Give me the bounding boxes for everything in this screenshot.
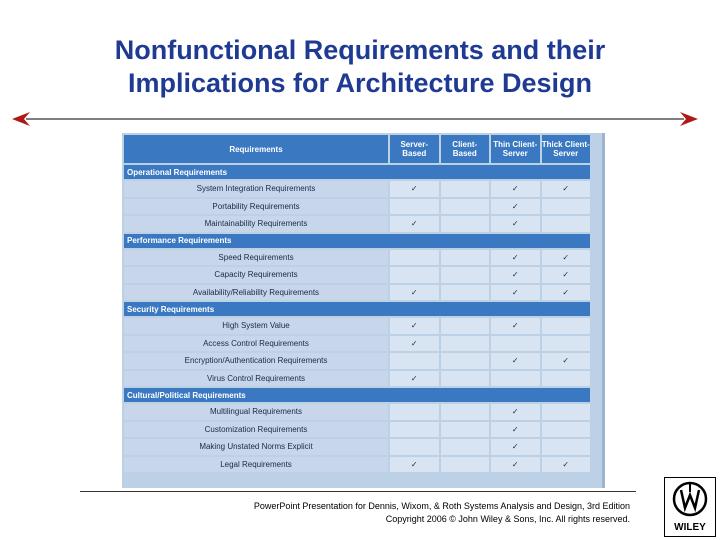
check-icon: ✓ [491, 404, 540, 420]
header-thin-client-server: Thin Client-Server [491, 135, 540, 163]
header-server-based: Server-Based [390, 135, 439, 163]
table-row [124, 404, 590, 420]
title-line-1: Nonfunctional Requirements and their [114, 35, 606, 65]
empty-cell [441, 181, 490, 197]
empty-cell [390, 353, 439, 369]
requirement-label: Legal Requirements [124, 457, 388, 473]
table-header-row [124, 135, 590, 163]
table-row [124, 250, 590, 266]
empty-cell [542, 336, 591, 352]
empty-cell [441, 267, 490, 283]
empty-cell [542, 422, 591, 438]
requirement-label: Access Control Requirements [124, 336, 388, 352]
empty-cell [441, 422, 490, 438]
empty-cell [542, 199, 591, 215]
table-row [124, 371, 590, 387]
requirement-label: Making Unstated Norms Explicit [124, 439, 388, 455]
empty-cell [390, 199, 439, 215]
section-title: Operational Requirements [124, 165, 590, 179]
empty-cell [441, 285, 490, 301]
check-icon: ✓ [542, 285, 591, 301]
requirement-label: Virus Control Requirements [124, 371, 388, 387]
check-icon: ✓ [542, 181, 591, 197]
table-row [124, 336, 590, 352]
section-title: Performance Requirements [124, 234, 590, 248]
check-icon: ✓ [491, 353, 540, 369]
requirements-table-panel [122, 133, 605, 488]
empty-cell [441, 216, 490, 232]
header-requirements: Requirements [124, 135, 388, 163]
check-icon: ✓ [390, 371, 439, 387]
empty-cell [441, 439, 490, 455]
empty-cell [542, 371, 591, 387]
requirement-label: System Integration Requirements [124, 181, 388, 197]
check-icon: ✓ [542, 457, 591, 473]
check-icon: ✓ [491, 422, 540, 438]
header-thick-client-server: Thick Client-Server [542, 135, 591, 163]
requirement-label: Multilingual Requirements [124, 404, 388, 420]
check-icon: ✓ [491, 285, 540, 301]
check-icon: ✓ [390, 336, 439, 352]
section-title: Cultural/Political Requirements [124, 388, 590, 402]
check-icon: ✓ [491, 199, 540, 215]
check-icon: ✓ [390, 318, 439, 334]
check-icon: ✓ [542, 250, 591, 266]
section-row [124, 388, 590, 402]
requirement-label: Capacity Requirements [124, 267, 388, 283]
header-client-based: Client-Based [441, 135, 490, 163]
table-row [124, 353, 590, 369]
wiley-wordmark: WILEY [674, 522, 706, 533]
check-icon: ✓ [542, 353, 591, 369]
empty-cell [542, 318, 591, 334]
check-icon: ✓ [390, 181, 439, 197]
empty-cell [390, 439, 439, 455]
wiley-emblem-icon [665, 478, 715, 520]
footer-divider [80, 491, 636, 492]
check-icon: ✓ [491, 457, 540, 473]
check-icon: ✓ [491, 250, 540, 266]
table-row [124, 422, 590, 438]
table-row [124, 318, 590, 334]
requirement-label: Speed Requirements [124, 250, 388, 266]
check-icon: ✓ [390, 457, 439, 473]
empty-cell [441, 199, 490, 215]
section-row [124, 302, 590, 316]
empty-cell [491, 371, 540, 387]
empty-cell [390, 267, 439, 283]
check-icon: ✓ [491, 318, 540, 334]
footer-line-1: PowerPoint Presentation for Dennis, Wixom, & Roth Systems Analysis and Design, 3rd Edition [253, 501, 630, 511]
empty-cell [542, 404, 591, 420]
requirement-label: High System Value [124, 318, 388, 334]
empty-cell [542, 439, 591, 455]
footer-text [254, 500, 630, 526]
footer-line-2: Copyright 2006 © John Wiley & Sons, Inc. All rights reserved. [385, 514, 630, 524]
section-row [124, 165, 590, 179]
table-row [124, 457, 590, 473]
empty-cell [441, 318, 490, 334]
empty-cell [441, 336, 490, 352]
requirement-label: Maintainability Requirements [124, 216, 388, 232]
empty-cell [441, 250, 490, 266]
title-line-2: Implications for Architecture Design [127, 68, 593, 98]
check-icon: ✓ [491, 216, 540, 232]
empty-cell [390, 404, 439, 420]
table-row [124, 439, 590, 455]
requirements-table [122, 133, 592, 474]
section-row [124, 234, 590, 248]
table-row [124, 216, 590, 232]
table-row [124, 285, 590, 301]
table-row [124, 181, 590, 197]
empty-cell [441, 371, 490, 387]
empty-cell [390, 422, 439, 438]
wiley-logo [664, 477, 716, 537]
empty-cell [441, 353, 490, 369]
table-row [124, 199, 590, 215]
check-icon: ✓ [542, 267, 591, 283]
empty-cell [441, 457, 490, 473]
check-icon: ✓ [390, 216, 439, 232]
check-icon: ✓ [491, 181, 540, 197]
requirement-label: Customization Requirements [124, 422, 388, 438]
double-arrow-rule [12, 111, 698, 127]
empty-cell [491, 336, 540, 352]
empty-cell [390, 250, 439, 266]
empty-cell [542, 216, 591, 232]
requirement-label: Portability Requirements [124, 199, 388, 215]
slide-title [0, 34, 720, 100]
requirement-label: Encryption/Authentication Requirements [124, 353, 388, 369]
check-icon: ✓ [390, 285, 439, 301]
table-row [124, 267, 590, 283]
section-title: Security Requirements [124, 302, 590, 316]
check-icon: ✓ [491, 267, 540, 283]
empty-cell [441, 404, 490, 420]
check-icon: ✓ [491, 439, 540, 455]
requirement-label: Availability/Reliability Requirements [124, 285, 388, 301]
